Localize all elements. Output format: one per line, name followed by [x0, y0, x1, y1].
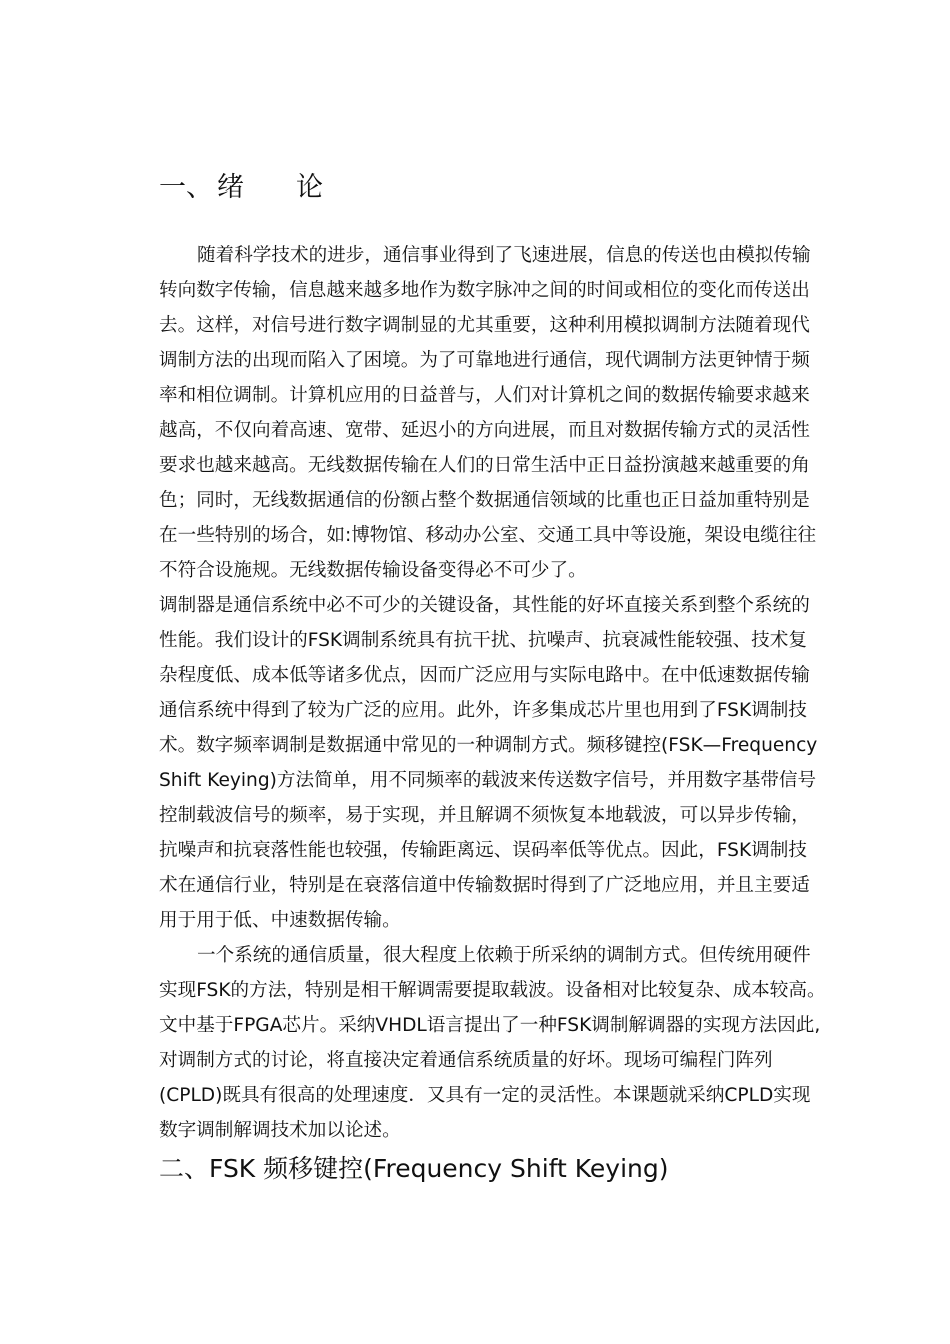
paragraph-1-line: 色；同时，无线数据通信的份额占整个数据通信领域的比重也正日益加重特别是 — [159, 490, 810, 511]
paragraph-1-line: 不符合设施规。无线数据传输设备变得必不可少了。 — [159, 560, 587, 581]
section-1-title-char-2: 论 — [296, 172, 323, 203]
paragraph-3-line: (CPLD)既具有很高的处理速度．又具有一定的灵活性。本课题就采纳CPLD实现 — [159, 1085, 811, 1106]
paragraph-3-line: 一个系统的通信质量，很大程度上依赖于所采纳的调制方式。但传统用硬件 — [197, 945, 811, 966]
section-1-heading — [159, 170, 323, 206]
section-2-heading: 二、FSK 频移键控(Frequency Shift Keying) — [159, 1154, 669, 1183]
paragraph-2-line: 性能。我们设计的FSK调制系统具有抗干扰、抗噪声、抗衰减性能较强、技术复 — [159, 630, 807, 651]
paragraph-1 — [159, 238, 839, 588]
paragraph-3-line: 实现FSK的方法，特别是相干解调需要提取载波。设备相对比较复杂、成本较高。 — [159, 980, 826, 1001]
paragraph-2-line: 术。数字频率调制是数据通中常见的一种调制方式。频移键控(FSK—Frequency — [159, 735, 818, 756]
paragraph-1-line: 转向数字传输，信息越来越多地作为数字脉冲之间的时间或相位的变化而传送出 — [159, 280, 810, 301]
paragraph-2-line: 控制载波信号的频率，易于实现，并且解调不须恢复本地载波，可以异步传输， — [159, 805, 810, 826]
paragraph-3 — [159, 938, 839, 1148]
paragraph-1-line: 率和相位调制。计算机应用的日益普与，人们对计算机之间的数据传输要求越来 — [159, 385, 810, 406]
paragraph-2-line: 抗噪声和抗衰落性能也较强，传输距离远、误码率低等优点。因此，FSK调制技 — [159, 840, 807, 861]
paragraph-1-line: 在一些特别的场合，如:博物馆、移动办公室、交通工具中等设施，架设电缆往往 — [159, 525, 817, 546]
paragraph-2-line: 杂程度低、成本低等诸多优点，因而广泛应用与实际电路中。在中低速数据传输 — [159, 665, 810, 686]
paragraph-3-line: 文中基于FPGA芯片。采纳VHDL语言提出了一种FSK调制解调器的实现方法因此, — [159, 1015, 821, 1036]
paragraph-1-line: 要求也越来越高。无线数据传输在人们的日常生活中正日益扮演越来越重要的角 — [159, 455, 810, 476]
paragraph-3-line: 数字调制解调技术加以论述。 — [159, 1120, 401, 1141]
paragraph-1-line: 调制方法的出现而陷入了困境。为了可靠地进行通信，现代调制方法更钟情于频 — [159, 350, 810, 371]
paragraph-1-line: 越高，不仅向着高速、宽带、延迟小的方向进展，而且对数据传输方式的灵活性 — [159, 420, 810, 441]
paragraph-2 — [159, 588, 839, 938]
section-1-body — [159, 238, 839, 1148]
paragraph-1-line: 去。这样，对信号进行数字调制显的尤其重要，这种利用模拟调制方法随着现代 — [159, 315, 810, 336]
paragraph-2-line: 术在通信行业，特别是在衰落信道中传输数据时得到了广泛地应用，并且主要适 — [159, 875, 810, 896]
paragraph-2-line: 通信系统中得到了较为广泛的应用。此外，许多集成芯片里也用到了FSK调制技 — [159, 700, 807, 721]
paragraph-2-line: Shift Keying)方法简单，用不同频率的载波来传送数字信号，并用数字基带信号 — [159, 770, 817, 791]
paragraph-1-line: 随着科学技术的进步，通信事业得到了飞速进展，信息的传送也由模拟传输 — [197, 245, 811, 266]
paragraph-3-line: 对调制方式的讨论，将直接决定着通信系统质量的好坏。现场可编程门阵列 — [159, 1050, 773, 1071]
section-1-title-char-1: 绪 — [217, 172, 244, 203]
section-1-number: 一、 — [159, 172, 213, 203]
paragraph-2-line: 调制器是通信系统中必不可少的关键设备，其性能的好坏直接关系到整个系统的 — [159, 595, 810, 616]
paragraph-2-line: 用于用于低、中速数据传输。 — [159, 910, 401, 931]
